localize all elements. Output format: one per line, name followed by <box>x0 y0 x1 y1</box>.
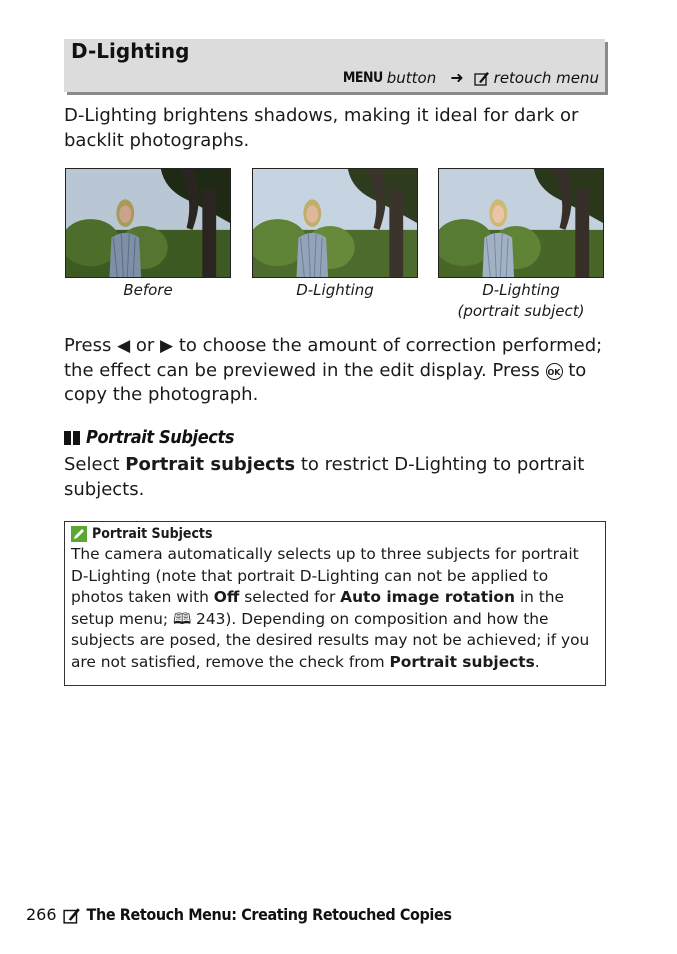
multi-selector-left-icon: ◀ <box>117 336 131 356</box>
section-bullet-icon <box>64 431 80 445</box>
note-auto-rotation-term: Auto image rotation <box>340 588 515 607</box>
portrait-subjects-term: Portrait subjects <box>125 454 296 475</box>
instructions-paragraph <box>64 334 609 408</box>
caption-d-lighting-portrait <box>438 280 604 322</box>
note-title <box>71 526 599 542</box>
note-portrait-subjects-term: Portrait subjects <box>389 652 535 671</box>
note-body <box>71 544 599 674</box>
note-box <box>64 521 606 686</box>
photo-d-lighting-portrait <box>438 168 604 278</box>
multi-selector-right-icon: ▶ <box>160 336 174 356</box>
portrait-text-before: Select <box>64 454 126 475</box>
instructions-text-3: to choose the amount of correction performed; the effect can be previewed in the edit display. Press <box>64 335 603 381</box>
intro-paragraph: D-Lighting brightens shadows, making it ideal for dark or backlit photographs. <box>64 105 579 151</box>
note-off-term: Off <box>213 588 240 607</box>
ok-button-icon: OK <box>546 363 563 380</box>
note-text-1: The camera automatically selects up to three subjects for portrait D-Lighting (note that portrait D-Lighting can not be applied to photos taken with <box>71 545 579 607</box>
caption-before: Before <box>123 281 173 299</box>
instructions-text-4: to copy the photograph. <box>64 359 587 405</box>
portrait-subjects-heading-text: Portrait Subjects <box>86 427 235 448</box>
footer-chapter-title: The Retouch Menu: Creating Retouched Copies <box>86 905 452 924</box>
button-word: button <box>386 68 437 87</box>
caption-d-lighting-portrait-line2: (portrait subject) <box>457 302 585 320</box>
section-header <box>64 39 605 92</box>
page-title: D-Lighting <box>71 39 190 63</box>
portrait-subjects-paragraph <box>64 453 609 502</box>
portrait-subjects-heading <box>64 427 234 448</box>
note-text-2: selected for <box>239 588 341 607</box>
portrait-text-after: to restrict D-Lighting to portrait subjects. <box>64 454 585 500</box>
menu-path <box>343 68 599 87</box>
instructions-text-2: or <box>130 335 161 356</box>
caption-d-lighting-portrait-line1: D-Lighting <box>482 281 560 299</box>
page-number: 266 <box>26 905 57 924</box>
instructions-text-1: Press <box>64 335 118 356</box>
retouch-menu-footer-icon <box>63 906 81 924</box>
caption-d-lighting: D-Lighting <box>296 281 374 299</box>
menu-button-label: MENU <box>342 69 383 86</box>
retouch-menu-icon <box>474 70 490 86</box>
page-footer <box>26 905 452 924</box>
note-text-5: . <box>534 652 540 671</box>
note-text-3: in the setup menu; <box>71 588 564 628</box>
note-pencil-icon <box>71 526 87 542</box>
note-title-text: Portrait Subjects <box>92 526 213 542</box>
retouch-menu-label: retouch menu <box>493 68 599 87</box>
photo-d-lighting <box>252 168 418 278</box>
book-icon: 🕮 <box>173 609 192 628</box>
arrow-icon: ➜ <box>450 68 464 87</box>
photo-before <box>65 168 231 278</box>
note-text-4: 243). Depending on composition and how the subjects are posed, the desired results may not be achieved; if you are not satisfied, remove the check from <box>71 609 590 671</box>
